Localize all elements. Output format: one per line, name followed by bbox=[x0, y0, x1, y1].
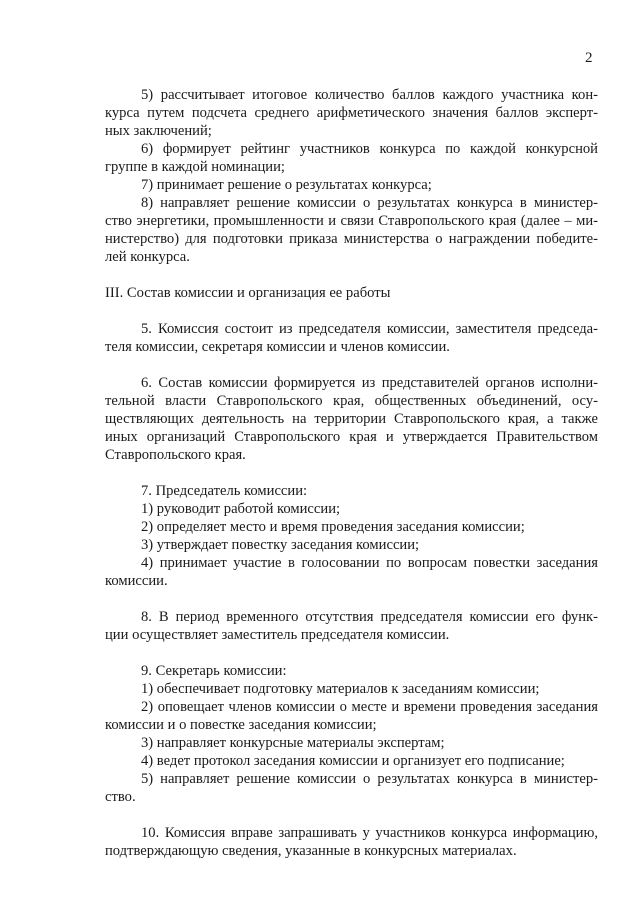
text-line: 2) оповещает членов комиссии о месте и времени проведения заседания bbox=[141, 699, 598, 715]
text-line: ных заключений; bbox=[105, 123, 212, 139]
text-line: 5. Комиссия состоит из председателя комиссии, заместителя председа- bbox=[141, 321, 598, 337]
text-line: курса путем подсчета среднего арифметического значения баллов эксперт- bbox=[105, 105, 598, 121]
text-line: подтверждающую сведения, указанные в конкурсных материалах. bbox=[105, 843, 517, 859]
paragraph-6 bbox=[105, 374, 598, 464]
text-line: нистерство) для подготовки приказа министерства о награждении победите- bbox=[105, 231, 598, 247]
text-line: ство. bbox=[105, 789, 136, 805]
text-line: 1) руководит работой комиссии; bbox=[141, 501, 341, 517]
paragraph-item-6 bbox=[105, 140, 598, 176]
text-line: 6) формирует рейтинг участников конкурса по каждой конкурсной bbox=[141, 141, 598, 157]
text-line: группе в каждой номинации; bbox=[105, 159, 285, 175]
text-line: комиссии и о повестке заседания комиссии; bbox=[105, 717, 377, 733]
text-line: 6. Состав комиссии формируется из представителей органов исполни- bbox=[141, 375, 598, 391]
paragraph-8 bbox=[105, 608, 598, 644]
text-line: 7) принимает решение о результатах конкурса; bbox=[141, 177, 432, 193]
text-line: 1) обеспечивает подготовку материалов к заседаниям комиссии; bbox=[141, 681, 540, 697]
paragraph-item-7 bbox=[105, 176, 598, 194]
text-line: 4) принимает участие в голосовании по вопросам повестки заседания bbox=[141, 555, 598, 571]
text-line: 5) направляет решение комиссии о результатах конкурса в министер- bbox=[141, 771, 598, 787]
document-body bbox=[105, 86, 598, 860]
text-line: 9. Секретарь комиссии: bbox=[141, 663, 287, 679]
paragraph-7 bbox=[105, 482, 598, 590]
text-line: 8. В период временного отсутствия председателя комиссии его функ- bbox=[141, 609, 598, 625]
text-line: 4) ведет протокол заседания комиссии и организует его подписание; bbox=[141, 753, 565, 769]
text-line: 5) рассчитывает итоговое количество баллов каждого участника кон- bbox=[141, 87, 598, 103]
section-heading: III. Состав комиссии и организация ее работы bbox=[105, 285, 391, 301]
text-line: Ставропольского края. bbox=[105, 447, 246, 463]
text-line: 3) утверждает повестку заседания комиссии; bbox=[141, 537, 420, 553]
paragraph-5 bbox=[105, 320, 598, 356]
text-line: 8) направляет решение комиссии о результатах конкурса в министер- bbox=[141, 195, 598, 211]
paragraph-9 bbox=[105, 662, 598, 806]
text-line: 3) направляет конкурсные материалы экспертам; bbox=[141, 735, 445, 751]
text-line: комиссии. bbox=[105, 573, 168, 589]
paragraph-item-5 bbox=[105, 86, 598, 140]
text-line: теля комиссии, секретаря комиссии и членов комиссии. bbox=[105, 339, 450, 355]
text-line: ство энергетики, промышленности и связи Ставропольского края (далее – ми- bbox=[105, 213, 598, 229]
text-line: тельной власти Ставропольского края, общественных объединений, осу- bbox=[105, 393, 598, 409]
page-number: 2 bbox=[585, 50, 593, 66]
text-line: ции осуществляет заместитель председателя комиссии. bbox=[105, 627, 450, 643]
text-line: лей конкурса. bbox=[105, 249, 190, 265]
text-line: 7. Председатель комиссии: bbox=[141, 483, 308, 499]
paragraph-item-8 bbox=[105, 194, 598, 266]
paragraph-10 bbox=[105, 824, 598, 860]
text-line: 10. Комиссия вправе запрашивать у участников конкурса информацию, bbox=[141, 825, 598, 841]
text-line: 2) определяет место и время проведения заседания комиссии; bbox=[141, 519, 525, 535]
text-line: ществляющих деятельность на территории Ставропольского края, а также bbox=[105, 411, 598, 427]
text-line: иных организаций Ставропольского края и утверждается Правительством bbox=[105, 429, 598, 445]
